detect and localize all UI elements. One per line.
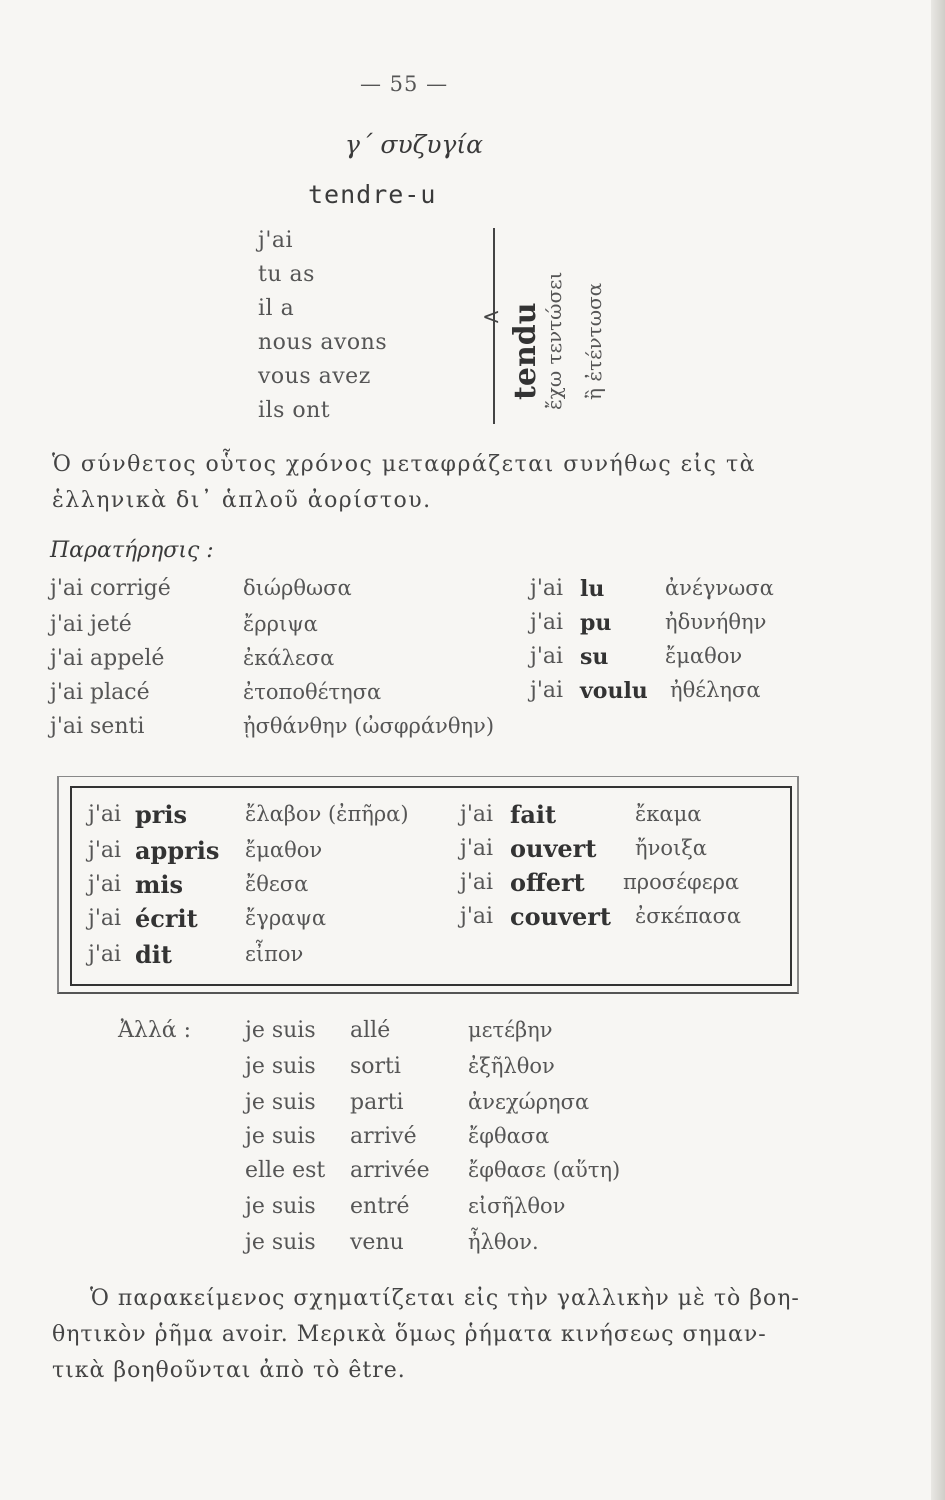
greek-verb: διώρθωσα (243, 576, 352, 600)
auxiliary: j'ai (460, 802, 494, 827)
pronoun-item: vous avez (258, 364, 371, 389)
participle: entré (350, 1194, 410, 1219)
greek-verb: ἦλθον. (468, 1230, 539, 1254)
closing-paragraph-line: θητικὸν ῥῆμα avoir. Μερικὰ ὅμως ῥήματα κινήσεως σημαν- (52, 1322, 767, 1347)
greek-verb: μετέβην (468, 1018, 553, 1042)
auxiliary: elle est (245, 1158, 326, 1183)
greek-verb: ἐτοποθέτησα (243, 680, 382, 704)
pronoun-item: j'ai (258, 228, 294, 253)
greek-verb: ᾐσθάνθην (ὠσφράνθην) (243, 714, 495, 738)
greek-verb: ἠδυνήθην (665, 610, 767, 634)
greek-verb: ἔγραψα (245, 906, 326, 930)
participle: dit (135, 940, 172, 969)
participle: arrivé (350, 1124, 417, 1149)
participle: ouvert (510, 834, 597, 863)
paragraph-line: ἑλληνικὰ δι᾽ ἁπλοῦ ἀορίστου. (52, 488, 432, 513)
auxiliary: j'ai (88, 872, 122, 897)
participle: pris (135, 800, 188, 829)
greek-verb: ἐσκέπασα (635, 904, 742, 928)
auxiliary: j'ai (460, 904, 494, 929)
participle: couvert (510, 902, 612, 931)
participle: parti (350, 1090, 404, 1115)
auxiliary: j'ai (88, 838, 122, 863)
greek-verb: ἔμαθον (245, 838, 323, 862)
verb-infinitive: tendre-u (308, 180, 437, 209)
french-verb: j'ai senti (50, 714, 145, 739)
brace-point: < (482, 305, 501, 330)
greek-verb: ἀνεχώρησα (468, 1090, 590, 1114)
pronoun-item: il a (258, 296, 295, 321)
greek-verb: ἔφθασε (αὕτη) (468, 1158, 621, 1182)
participle: mis (135, 870, 184, 899)
french-verb: j'ai appelé (50, 646, 165, 671)
greek-verb: ἔρριψα (243, 612, 318, 636)
greek-verb: ἔθεσα (245, 872, 309, 896)
french-verb: j'ai placé (50, 680, 150, 705)
participle: arrivée (350, 1158, 430, 1183)
greek-verb: εἰσῆλθον (468, 1194, 566, 1218)
greek-verb: ἐξῆλθον (468, 1054, 555, 1078)
auxiliary: j'ai (460, 836, 494, 861)
conjugation-heading: γ΄ συζυγία (345, 130, 484, 159)
alla-label: Ἀλλά : (118, 1018, 192, 1043)
paragraph-line: Ὁ σύνθετος οὗτος χρόνος μεταφράζεται συνήθως εἰς τὰ (52, 452, 757, 477)
participle: pu (580, 610, 612, 636)
pronoun-item: nous avons (258, 330, 388, 355)
participle: appris (135, 836, 220, 865)
greek-translation-2: ἢ ἐτέντωσα (582, 282, 606, 400)
past-participle: tendu (508, 302, 543, 400)
auxiliary: j'ai (530, 644, 564, 669)
auxiliary: j'ai (88, 942, 122, 967)
participle: lu (580, 576, 605, 602)
closing-paragraph-line: τικὰ βοηθοῦνται ἀπὸ τὸ être. (52, 1358, 406, 1383)
participle: offert (510, 868, 585, 897)
greek-verb: ἔφθασα (468, 1124, 550, 1148)
auxiliary: j'ai (530, 576, 564, 601)
greek-verb: εἶπον (245, 942, 304, 966)
auxiliary: je suis (245, 1124, 316, 1149)
auxiliary: j'ai (88, 802, 122, 827)
auxiliary: je suis (245, 1230, 316, 1255)
greek-verb: ἐκάλεσα (243, 646, 335, 670)
french-verb: j'ai jeté (50, 612, 132, 637)
french-verb: j'ai corrigé (50, 576, 171, 601)
page-number: — 55 — (360, 72, 449, 96)
auxiliary: j'ai (88, 906, 122, 931)
closing-paragraph-line: Ὁ παρακείμενος σχηματίζεται εἰς τὴν γαλλικὴν μὲ τὸ βοη- (90, 1286, 800, 1311)
greek-verb: ἔλαβον (ἐπῆρα) (245, 802, 409, 826)
auxiliary: j'ai (530, 678, 564, 703)
participle: venu (350, 1230, 404, 1255)
greek-verb: προσέφερα (623, 870, 740, 894)
greek-verb: ἔκαμα (635, 802, 702, 826)
auxiliary: j'ai (460, 870, 494, 895)
greek-verb: ἀνέγνωσα (665, 576, 774, 600)
participle: sorti (350, 1054, 401, 1079)
greek-verb: ἤνοιξα (635, 836, 707, 860)
auxiliary: je suis (245, 1194, 316, 1219)
participle: allé (350, 1018, 391, 1043)
page-edge-shadow (931, 0, 945, 1500)
pronoun-item: tu as (258, 262, 315, 287)
auxiliary: je suis (245, 1090, 316, 1115)
greek-verb: ἠθέλησα (670, 678, 761, 702)
auxiliary: j'ai (530, 610, 564, 635)
participle: voulu (580, 678, 648, 704)
greek-verb: ἔμαθον (665, 644, 743, 668)
auxiliary: je suis (245, 1054, 316, 1079)
participle: écrit (135, 904, 198, 933)
auxiliary: je suis (245, 1018, 316, 1043)
observation-label: Παρατήρησις : (50, 538, 214, 563)
participle: su (580, 644, 609, 670)
participle: fait (510, 800, 557, 829)
greek-translation-1: ἔχω τεντώσει (542, 271, 566, 410)
pronoun-item: ils ont (258, 398, 331, 423)
